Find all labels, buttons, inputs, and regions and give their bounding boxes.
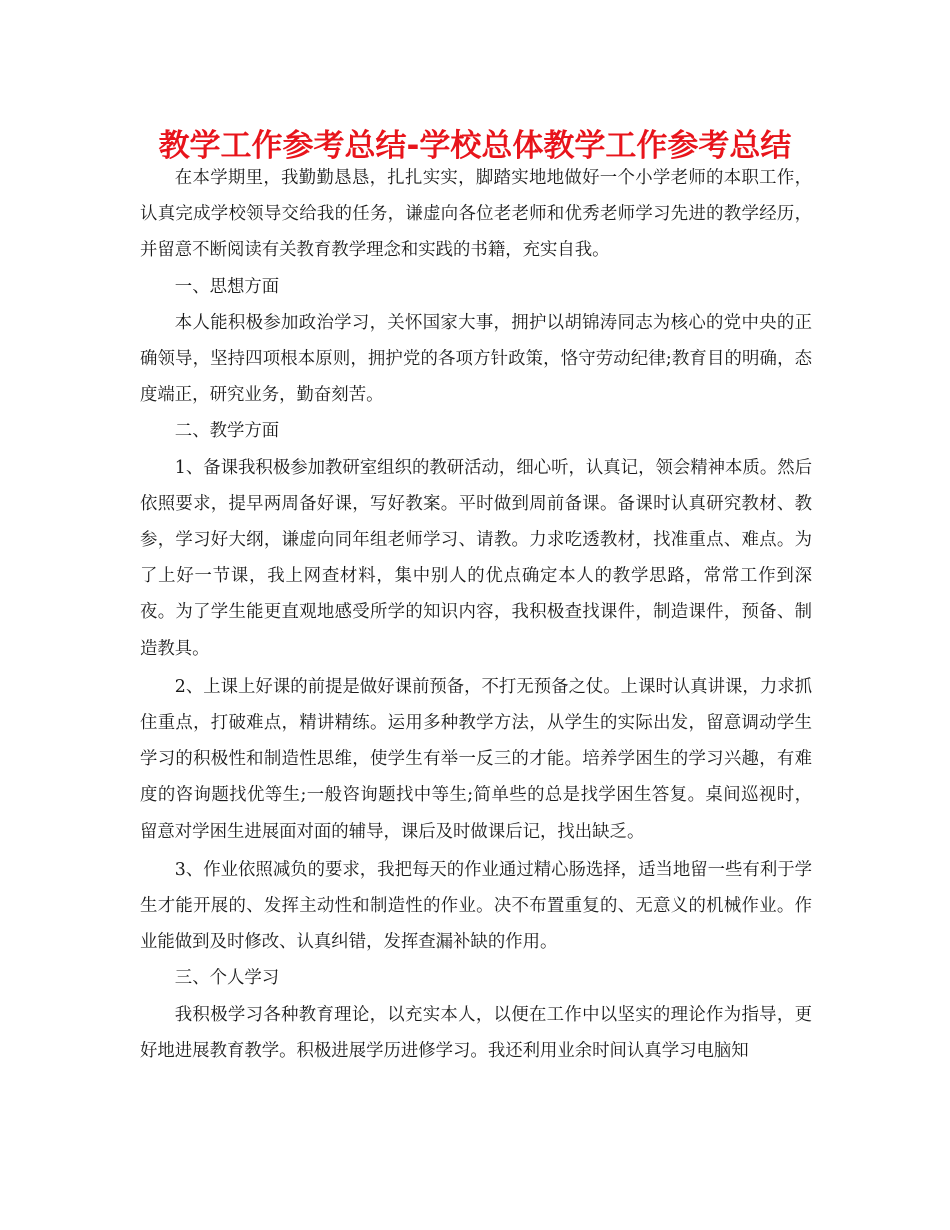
paragraph-thought: 本人能积极参加政治学习，关怀国家大事，拥护以胡锦涛同志为核心的党中央的正确领导，坚持四项根本原则，拥护党的各项方针政策，恪守劳动纪律;教育目的明确，态度端正，研究业务，勤奋刻苦。 (140, 312, 812, 406)
paragraph-lecturing: 2、上课上好课的前提是做好课前预备，不打无预备之仗。上课时认真讲课，力求抓住重点，打破难点，精讲精练。运用多种教学方法，从学生的实际出发，留意调动学生学习的积极性和制造性思维，使学生有举一反三的才能。培养学困生的学习兴趣，有难度的咨询题找优等生;一般咨询题找中等生;简单些的总是找学困生答复。桌间巡视时，留意对学困生进展面对面的辅导，课后及时做课后记，找出缺乏。 (140, 676, 812, 842)
paragraph-intro: 在本学期里，我勤勤恳恳，扎扎实实，脚踏实地地做好一个小学老师的本职工作，认真完成学校领导交给我的任务，谦虚向各位老老师和优秀老师学习先进的教学经历，并留意不断阅读有关教育教学理念和实践的书籍，充实自我。 (140, 168, 812, 261)
section-heading-study: 三、个人学习 (174, 968, 280, 989)
section-heading-teaching: 二、教学方面 (174, 421, 280, 442)
paragraph-lesson-prep: 1、备课我积极参加教研室组织的教研活动，细心听，认真记，领会精神本质。然后依照要求，提早两周备好课，写好教案。平时做到周前备课。备课时认真研究教材、教参，学习好大纲，谦虚向同年组老师学习、请教。力求吃透教材，找准重点、难点。为了上好一节课，我上网查材料，集中别人的优点确定本人的教学思路，常常工作到深夜。为了学生能更直观地感受所学的知识内容，我积极查找课件，制造课件，预备、制造教具。 (140, 457, 812, 659)
section-heading-thought: 一、思想方面 (174, 276, 280, 297)
paragraph-homework: 3、作业依照减负的要求，我把每天的作业通过精心肠选择，适当地留一些有利于学生才能开展的、发挥主动性和制造性的作业。决不布置重复的、无意义的机械作业。作业能做到及时修改、认真纠错，发挥查漏补缺的作用。 (140, 859, 812, 953)
document-title: 教学工作参考总结-学校总体教学工作参考总结 (158, 128, 792, 164)
paragraph-study: 我积极学习各种教育理论，以充实本人，以便在工作中以坚实的理论作为指导，更好地进展教育教学。积极进展学历进修学习。我还利用业余时间认真学习电脑知 (140, 1004, 812, 1061)
document-body (140, 160, 812, 1069)
